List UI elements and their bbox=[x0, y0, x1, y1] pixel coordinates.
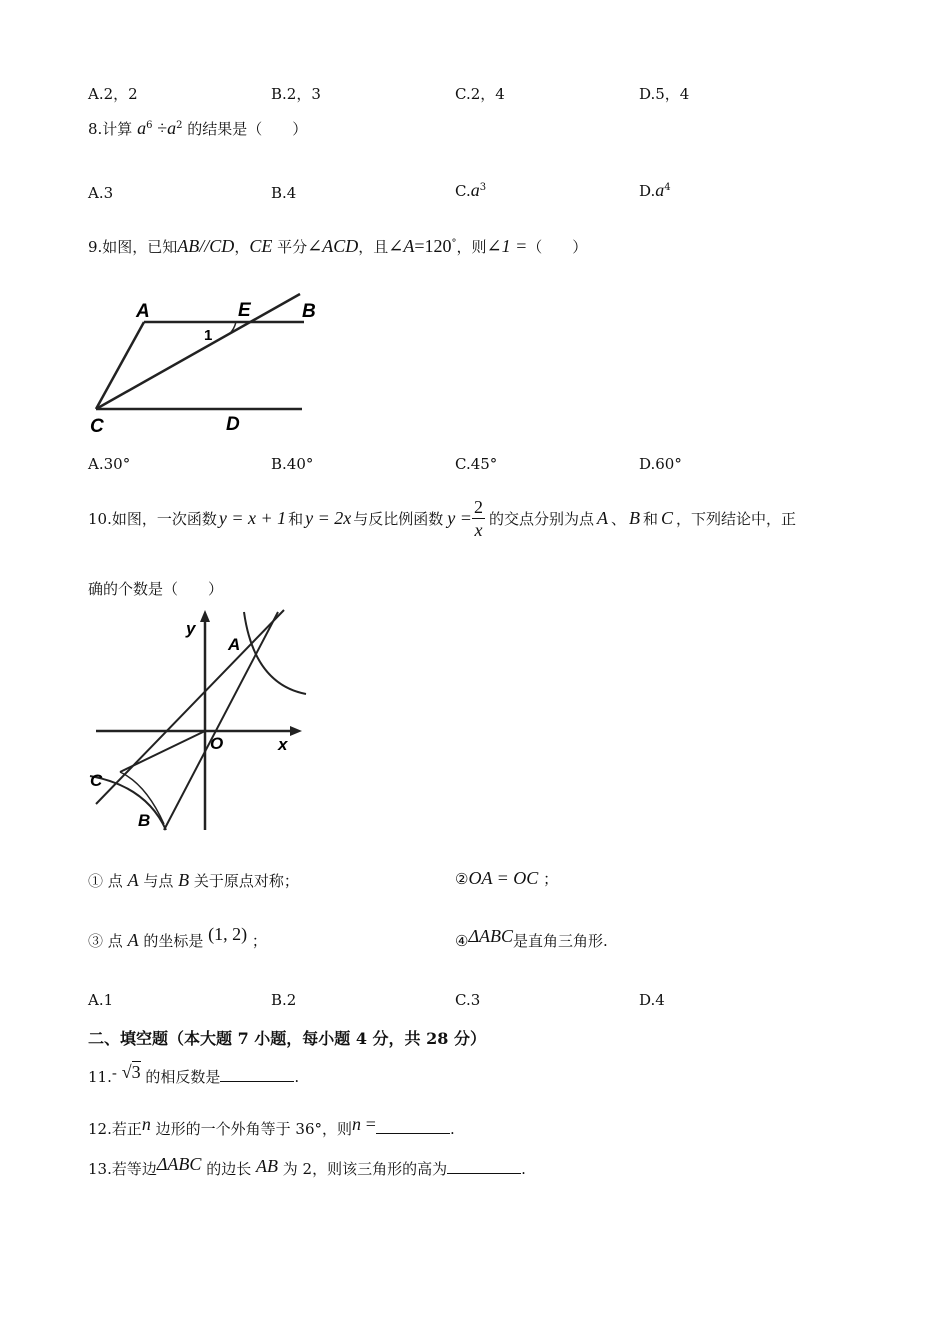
q8-divide: ÷ bbox=[157, 118, 168, 138]
q7-option-d: D.5，4 bbox=[639, 85, 690, 103]
q9-option-a: A.30° bbox=[88, 455, 131, 473]
q10-s1-a: A bbox=[127, 870, 139, 890]
q10-rest: ，下列结论中，正 bbox=[676, 509, 797, 528]
q10-s1-mid: 与点 bbox=[143, 872, 174, 890]
q10-point-b: B bbox=[628, 507, 640, 528]
q13-answer-blank[interactable] bbox=[447, 1161, 521, 1174]
q12-answer-blank[interactable] bbox=[376, 1121, 450, 1134]
q10-intersect: 的交点分别为点 bbox=[488, 509, 594, 528]
q10-label-y: y bbox=[186, 619, 196, 638]
q9-then: ，则 bbox=[456, 238, 487, 256]
q13-stem bbox=[88, 1154, 526, 1179]
q9-label-1: 1 bbox=[204, 327, 213, 344]
q10-f3-den: x bbox=[474, 519, 483, 540]
q10-and2: 和 bbox=[642, 509, 658, 528]
q10-s4-math: ΔABC bbox=[468, 926, 514, 946]
q10-s1-b: B bbox=[178, 870, 190, 890]
q13-rest: 为 2，则该三角形的高为 bbox=[282, 1160, 448, 1178]
q9-deg: ° bbox=[451, 238, 457, 249]
q11-suffix: 的相反数是 bbox=[145, 1068, 221, 1086]
q9-option-b: B.40° bbox=[271, 455, 314, 473]
q9-and: ，且 bbox=[358, 238, 389, 256]
q8-stem bbox=[88, 118, 307, 139]
q10-and1: 和 bbox=[288, 509, 304, 528]
q13-ab: AB bbox=[256, 1156, 278, 1176]
q10-stem bbox=[88, 488, 796, 548]
q9-ce: CE bbox=[249, 236, 273, 256]
q10-label-x: x bbox=[278, 735, 288, 754]
q10-figure bbox=[86, 606, 308, 834]
q9-angle-a: ∠A bbox=[388, 236, 415, 256]
q10-s1-post: 关于原点对称； bbox=[193, 872, 299, 890]
q9-label-a: A bbox=[136, 301, 150, 322]
q12-prefix: 12.若正 bbox=[88, 1120, 142, 1138]
q9-figure bbox=[86, 288, 331, 436]
q12-stem bbox=[88, 1114, 455, 1139]
q10-label-b: B bbox=[138, 811, 151, 830]
q9-comma: ， bbox=[234, 238, 250, 256]
q9-label-c: C bbox=[90, 416, 104, 436]
q8-option-a: A.3 bbox=[88, 184, 114, 202]
q12-n: n bbox=[141, 1114, 151, 1134]
q10-label-o: O bbox=[210, 734, 224, 753]
q10-segment-oc bbox=[120, 731, 205, 772]
q9-option-d: D.60° bbox=[639, 455, 682, 473]
q10-x-arrow bbox=[290, 726, 302, 736]
q10-with: 与反比例函数 bbox=[353, 509, 444, 528]
q9-stem bbox=[88, 236, 587, 257]
q13-prefix: 13.若等边 bbox=[88, 1160, 157, 1178]
q9-val: 120 bbox=[424, 236, 452, 256]
q7-option-c: C.2，4 bbox=[455, 85, 505, 103]
q10-s1-pre: ① 点 bbox=[88, 872, 123, 890]
q10-s3-a: A bbox=[127, 930, 139, 950]
q12-eq: = bbox=[365, 1114, 376, 1134]
q10-point-a: A bbox=[596, 507, 608, 528]
q10-f2: y = 2x bbox=[305, 507, 352, 528]
q11-stem bbox=[88, 1062, 300, 1087]
q11-answer-blank[interactable] bbox=[220, 1069, 294, 1082]
q9-option-c: C.45° bbox=[455, 455, 498, 473]
q7-option-b: B.2，3 bbox=[271, 85, 321, 103]
q11-prefix: 11. bbox=[88, 1068, 112, 1086]
q10-s3-pre: ③ 点 bbox=[88, 932, 123, 950]
q11-radical-sign: √ bbox=[121, 1062, 132, 1082]
q10-s4-pre: ④ bbox=[455, 932, 469, 950]
q11-end: . bbox=[294, 1068, 300, 1086]
q9-angle1: ∠1 = bbox=[486, 236, 528, 256]
q8-option-d-base: a bbox=[655, 180, 665, 200]
q8-base-1: a bbox=[137, 118, 147, 138]
q10-s2-post: ； bbox=[543, 870, 559, 888]
q9-eq: = bbox=[414, 236, 425, 256]
q10-f1: y = x + 1 bbox=[218, 507, 287, 528]
q10-s3-coord: (1, 2) bbox=[208, 924, 248, 944]
q13-end: . bbox=[521, 1160, 526, 1178]
q8-suffix: 的结果是（ ） bbox=[187, 120, 308, 138]
q8-option-c-label: C. bbox=[455, 182, 471, 200]
q10-statement-2 bbox=[455, 868, 558, 889]
q9-parallel: AB//CD bbox=[177, 236, 235, 256]
q10-option-d: D.4 bbox=[639, 991, 665, 1009]
q12-mid: 边形的一个外角等于 36°，则 bbox=[155, 1120, 352, 1138]
q8-option-c bbox=[455, 180, 486, 201]
q13-mid: 的边长 bbox=[206, 1160, 252, 1178]
q10-statement-4 bbox=[455, 926, 608, 951]
q10-point-c: C bbox=[660, 507, 673, 528]
q10-s4-post: 是直角三角形. bbox=[513, 932, 608, 950]
q10-sep: 、 bbox=[610, 509, 626, 528]
q11-radical bbox=[122, 1062, 141, 1082]
q8-exp-2: 2 bbox=[176, 120, 183, 131]
q10-label-c: C bbox=[90, 771, 103, 790]
q8-option-d-exp: 4 bbox=[664, 182, 671, 193]
q10-y-arrow bbox=[200, 610, 210, 622]
q10-f3-fraction bbox=[472, 498, 485, 539]
q9-angle-acd: ∠ACD bbox=[307, 236, 359, 256]
q9-label-b: B bbox=[302, 301, 316, 322]
q10-line-y-2x bbox=[164, 612, 278, 830]
q10-option-c: C.3 bbox=[455, 991, 481, 1009]
q8-option-c-exp: 3 bbox=[479, 182, 487, 193]
q13-tri: ΔABC bbox=[156, 1154, 202, 1174]
q7-option-a: A.2，2 bbox=[88, 85, 138, 103]
q10-s2-pre: ② bbox=[455, 870, 469, 888]
q8-exp-1: 6 bbox=[146, 120, 153, 131]
q10-s3-mid: 的坐标是 bbox=[143, 932, 204, 950]
q8-option-d bbox=[639, 180, 671, 201]
q12-n2: n bbox=[352, 1114, 361, 1134]
q8-prefix: 8.计算 bbox=[88, 120, 133, 138]
q10-statement-3 bbox=[88, 924, 267, 951]
q9-suffix: （ ） bbox=[527, 238, 588, 256]
q10-stem-line2: 确的个数是（ ） bbox=[88, 580, 224, 598]
q9-bisect: 平分 bbox=[277, 238, 308, 256]
q8-option-c-base: a bbox=[470, 180, 480, 200]
section-2-title: 二、填空题（本大题 7 小题，每小题 4 分，共 28 分） bbox=[88, 1029, 486, 1048]
q10-label-a: A bbox=[228, 635, 241, 654]
q10-s2-math: OA = OC bbox=[468, 868, 539, 888]
q10-statement-1 bbox=[88, 870, 299, 891]
q11-minus: - bbox=[111, 1064, 117, 1082]
q8-base-2: a bbox=[167, 118, 177, 138]
q10-option-b: B.2 bbox=[271, 991, 297, 1009]
q12-end: . bbox=[449, 1120, 455, 1138]
q10-f3-lhs: y = bbox=[447, 507, 472, 528]
q9-label-e: E bbox=[238, 300, 251, 321]
q10-f3-num: 2 bbox=[473, 496, 483, 517]
q8-option-b: B.4 bbox=[271, 184, 297, 202]
q10-prefix: 10.如图，一次函数 bbox=[88, 509, 217, 528]
q9-prefix: 9.如图，已知 bbox=[88, 238, 178, 256]
q10-hyperbola-q1 bbox=[244, 612, 306, 694]
q9-label-d: D bbox=[226, 414, 240, 435]
q10-option-a: A.1 bbox=[88, 991, 114, 1009]
q10-s3-post: ； bbox=[251, 932, 267, 950]
q8-option-d-label: D. bbox=[639, 182, 656, 200]
q11-radicand: 3 bbox=[131, 1062, 141, 1082]
